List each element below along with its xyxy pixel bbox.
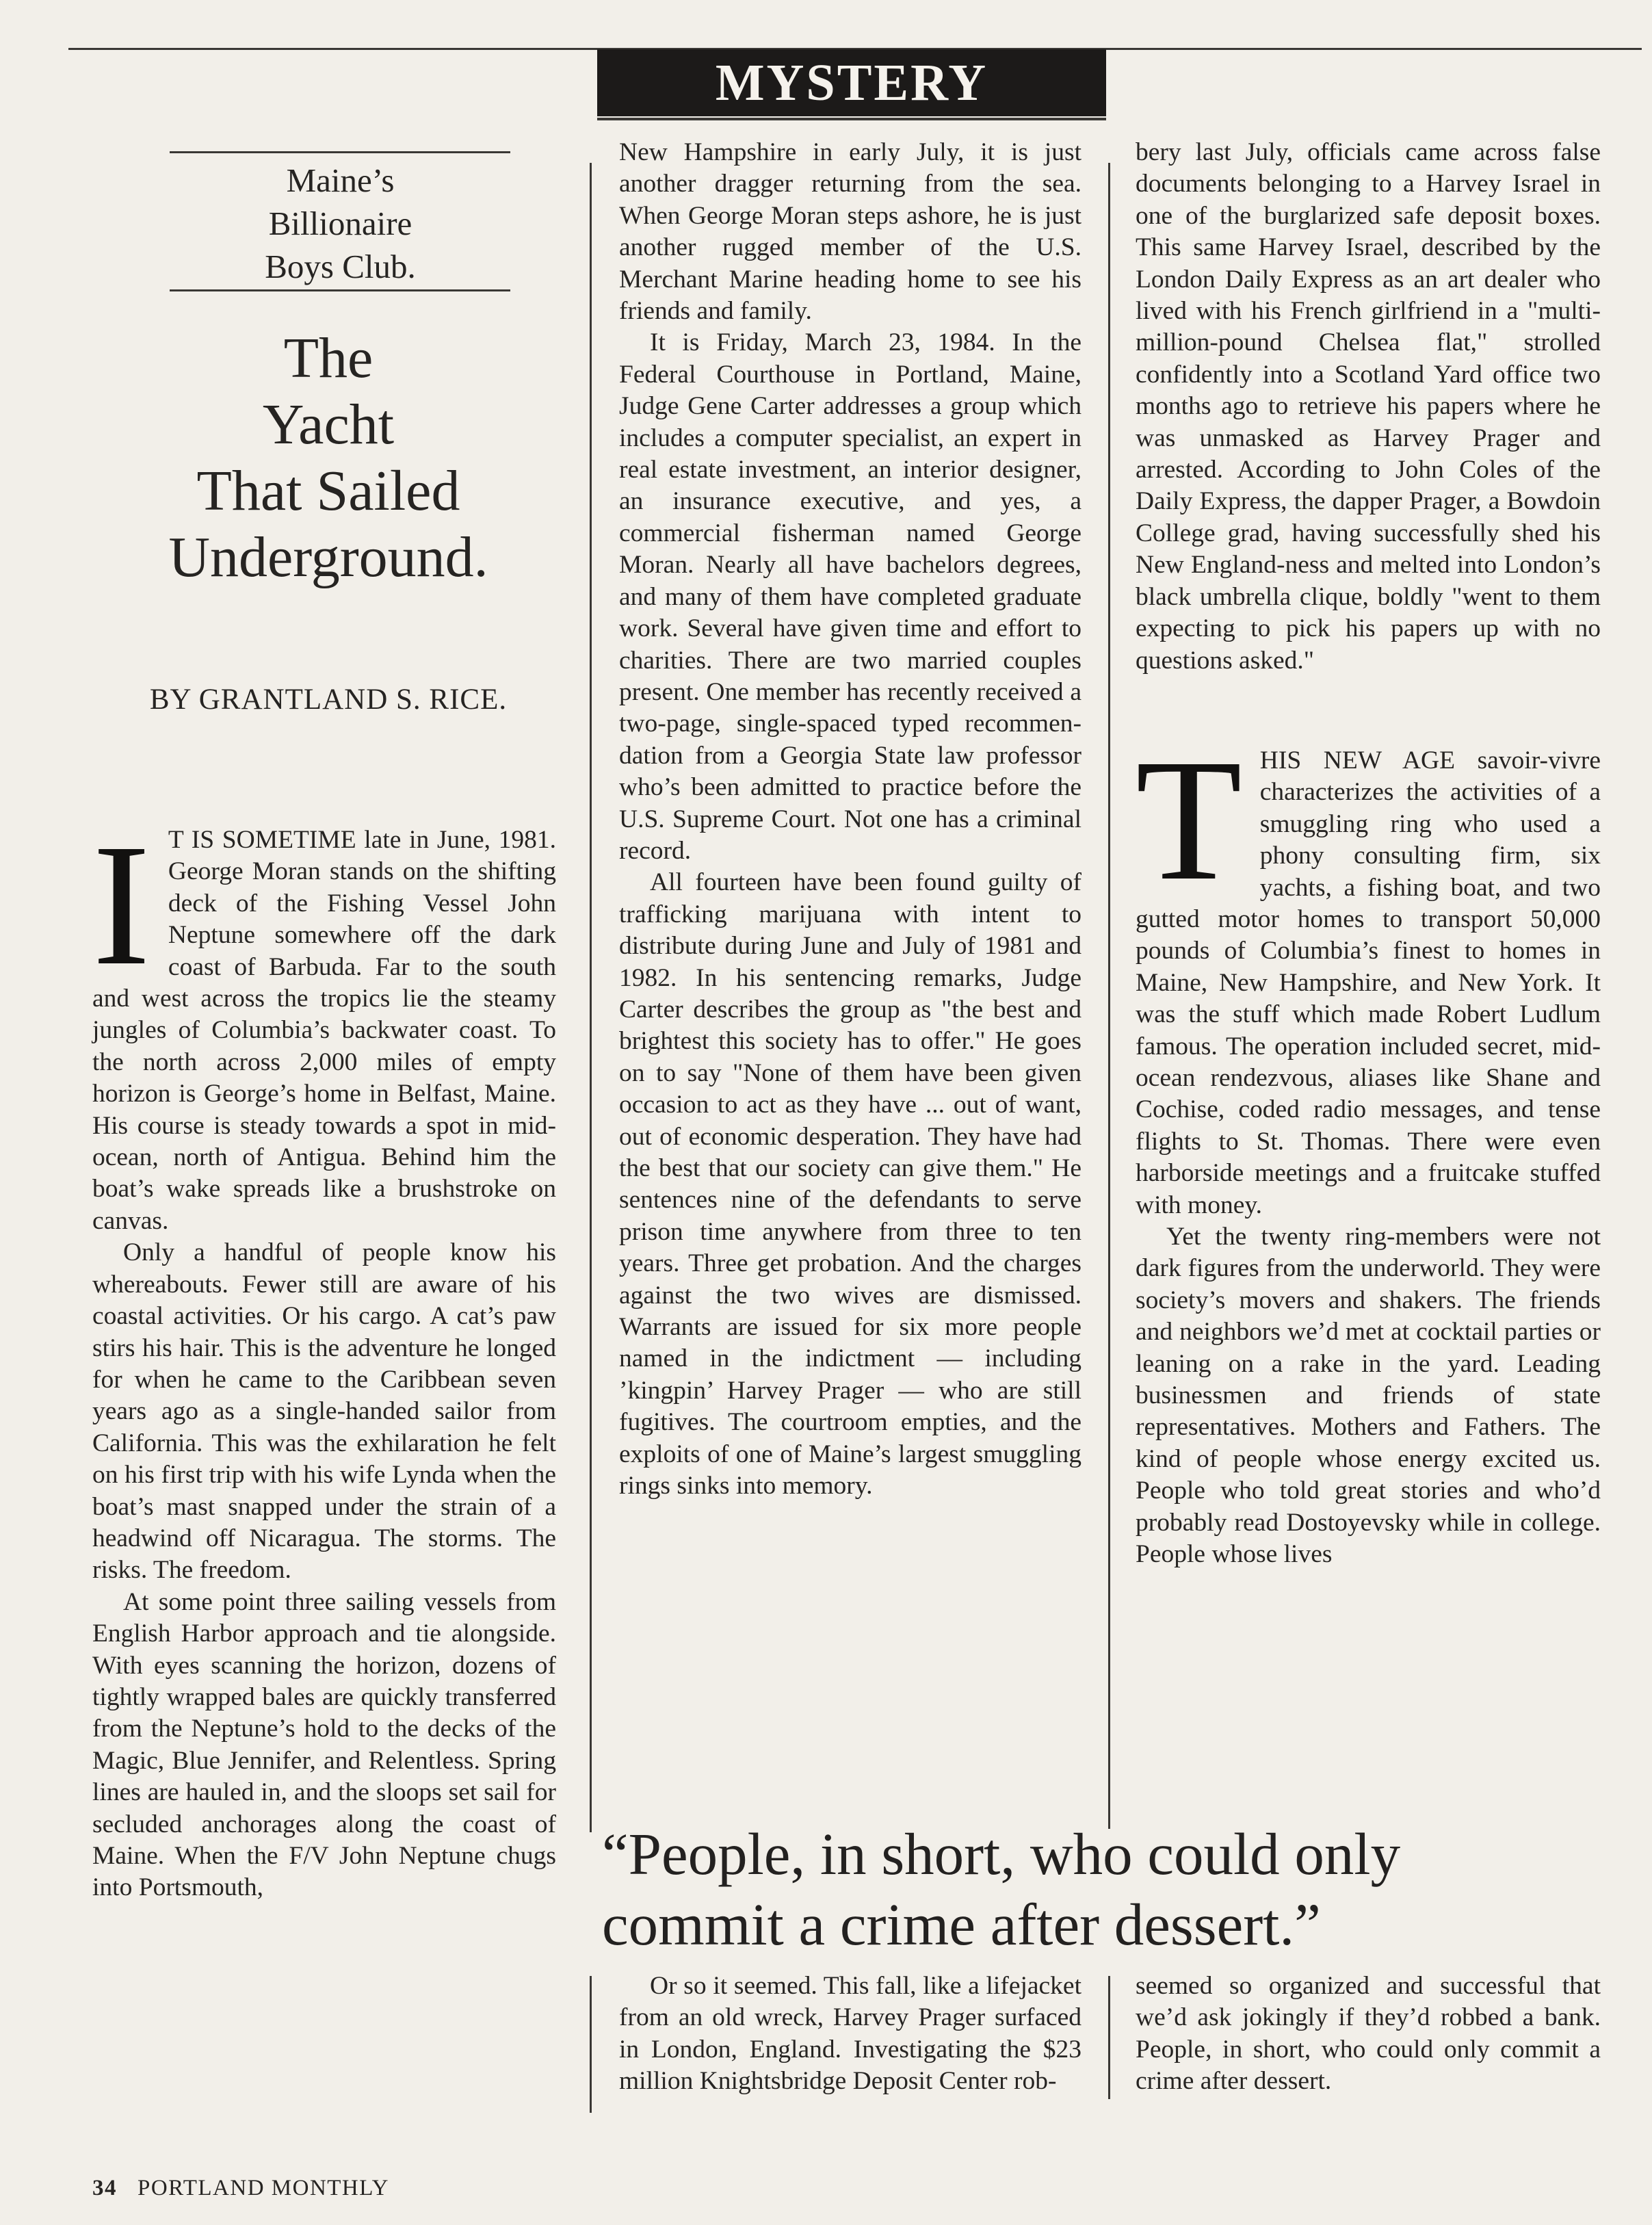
headline-line: The xyxy=(283,326,373,390)
headline-line: Yacht xyxy=(262,393,395,456)
article-column-2 xyxy=(619,137,1081,1502)
paragraph: It is Friday, March 23, 1984. In the Federal Courthouse in Portland, Maine, Judge Gene Carter addresses a group which includes a computer specialist, an expert in real estate investment, an interior designer, an insurance executive, and yes, a commercial fisherman named George Moran. Nearly all have bachelors degrees, and many of them have completed graduate work. Several have given time and effort to charities. There are two married couples present. One member has recently received a two-page, single-spaced typed recommendation from a Georgia State law professor who’s been admitted to practice before the U.S. Supreme Court. Not one has a criminal record. xyxy=(619,328,1081,865)
section-tab-underline xyxy=(597,118,1106,120)
headline-line: That Sailed xyxy=(196,459,460,523)
article-column-3-continued xyxy=(1136,1970,1601,2098)
paragraph-text: T IS SOMETIME late in June, 1981. George Moran stands on the shifting deck of the Fishing Vessel John Neptune somewhere off the dark coast of Barbuda. Far to the south and west across the tropics lie the steamy jungles of Columbia’s backwater coast. To the north across 2,000 miles of empty horizon is George’s home in Belfast, Maine. His course is steady towards a spot in mid-ocean, north of Antigua. Behind him the boat’s wake spreads like a brushstroke on canvas. xyxy=(92,826,556,1235)
column-divider-left xyxy=(590,163,592,1832)
article-column-3 xyxy=(1136,137,1601,1570)
paragraph: seemed so organized and successful that we’d ask jokingly if they’d robbed a bank. People, in short, who could only commit a crime after dessert. xyxy=(1136,1972,1601,2096)
drop-cap: I xyxy=(92,809,150,1002)
page-number: 34 xyxy=(92,2176,117,2200)
paragraph: Only a handful of people know his whereabouts. Fewer still are aware of his coastal activities. Or his cargo. A cat’s paw stirs his hair. This is the adventure he longed for when he came to the Caribbean seven years ago as a single-handed sailor from California. This was the exhilaration he felt on his first trip with his wife Lynda when the boat’s mast snapped under the strain of a headwind off Nicaragua. The storms. The risks. The freedom. xyxy=(92,1238,556,1585)
pull-quote xyxy=(602,1819,1560,1960)
article-headline xyxy=(137,325,520,590)
column-divider-right xyxy=(1108,163,1110,1829)
section-label: MYSTERY xyxy=(597,49,1106,116)
kicker-line: Maine’s xyxy=(286,161,395,199)
paragraph-text: HIS NEW AGE savoir-vivre characterizes the activities of a smuggling ring who used a phony consulting firm, six yachts, a fishing boat, and two gutted motor homes to transport 50,000 pounds of Columbia’s finest to homes in Maine, New Hampshire, and New York. It was the stuff which made Robert Ludlum famous. The operation included secret, mid-ocean rendezvous, aliases like Shane and Cochise, coded radio messages, and tense flights to St. Thomas. There were even harborside meetings and a fruitcake stuffed with money. xyxy=(1136,746,1601,1219)
pull-quote-line: “People, in short, who could only xyxy=(602,1821,1401,1887)
kicker-line: Billionaire xyxy=(268,205,412,242)
paragraph: bery last July, officials came across false documents belonging to a Harvey Israel in one of the burglarized safe deposit boxes. This same Harvey Israel, described by the London Daily Express as an art dealer who lived with his French girlfriend in a "multi-million-pound Chelsea flat," strolled confidently into a Scotland Yard office two months ago to retrieve his papers where he was unmasked as Harvey Prager and arrested. According to John Coles of the Daily Express, the dapper Prager, a Bowdoin College grad, having successfully shed his New England-ness and melted into London’s black umbrella clique, boldly "went to them expecting to pick his papers up with no questions asked." xyxy=(1136,138,1601,675)
section-opening-paragraph xyxy=(1136,723,1601,1221)
column-divider-right-lower xyxy=(1108,1976,1110,2099)
page-footer xyxy=(92,2176,389,2201)
paragraph: Yet the twenty ring-members were not dark figures from the underworld. They were society’s movers and shakers. The friends and neighbors we’d met at cocktail parties or leaning on a rake in the yard. Leading businessmen and friends of state representatives. Mothers and Fathers. The kind of people whose energy excited us. People who told great stories and who’d probably read Dostoyevsky while in college. People whose lives xyxy=(1136,1223,1601,1569)
publication-name: PORTLAND MONTHLY xyxy=(137,2176,389,2200)
kicker-bottom-rule xyxy=(170,289,510,291)
paragraph: New Hampshire in early July, it is just another dragger returning from the sea. When George Moran steps ashore, he is just another rugged member of the U.S. Merchant Marine heading home to see his friends and family. xyxy=(619,138,1081,326)
drop-cap: T xyxy=(1136,723,1242,917)
article-column-1 xyxy=(92,809,556,1904)
pull-quote-line: commit a crime after dessert.” xyxy=(602,1891,1321,1957)
byline: BY GRANTLAND S. RICE. xyxy=(149,684,508,716)
kicker-line: Boys Club. xyxy=(265,248,416,285)
opening-paragraph xyxy=(92,809,556,1237)
paragraph: At some point three sailing vessels from English Harbor approach and tie alongside. With eyes scanning the horizon, dozens of tightly wrapped bales are quickly transferred from the Neptune’s hold to the decks of the Magic, Blue Jennifer, and Relentless. Spring lines are hauled in, and the sloops set sail for secluded anchorages along the coast of Maine. When the F/V John Neptune chugs into Portsmouth, xyxy=(92,1587,556,1902)
article-column-2-continued xyxy=(619,1970,1081,2098)
paragraph: All fourteen have been found guilty of trafficking marijuana with intent to distribute during June and July of 1981 and 1982. In his sentencing remarks, Judge Carter describes the group as "the best and brightest this society has to offer." He goes on to say "None of them have been given occasion to act as they have ... out of want, out of economic desperation. They have had the best that our society can give them." He sentences nine of the defendants to serve prison time anywhere from three to ten years. Three get probation. And the charges against the two wives are dismissed. Warrants are issued for six more people named in the indictment — including ’kingpin’ Harvey Prager — who are still fugitives. The courtroom empties, and the exploits of one of Maine’s largest smuggling rings sinks into memory. xyxy=(619,868,1081,1500)
kicker xyxy=(171,159,510,288)
kicker-top-rule xyxy=(170,151,510,153)
paragraph: Or so it seemed. This fall, like a lifejacket from an old wreck, Harvey Prager surfaced in London, England. Investigating the $23 million Knightsbridge Deposit Center rob- xyxy=(619,1972,1081,2096)
column-divider-left-lower xyxy=(590,1976,592,2113)
headline-line: Underground. xyxy=(168,525,488,589)
